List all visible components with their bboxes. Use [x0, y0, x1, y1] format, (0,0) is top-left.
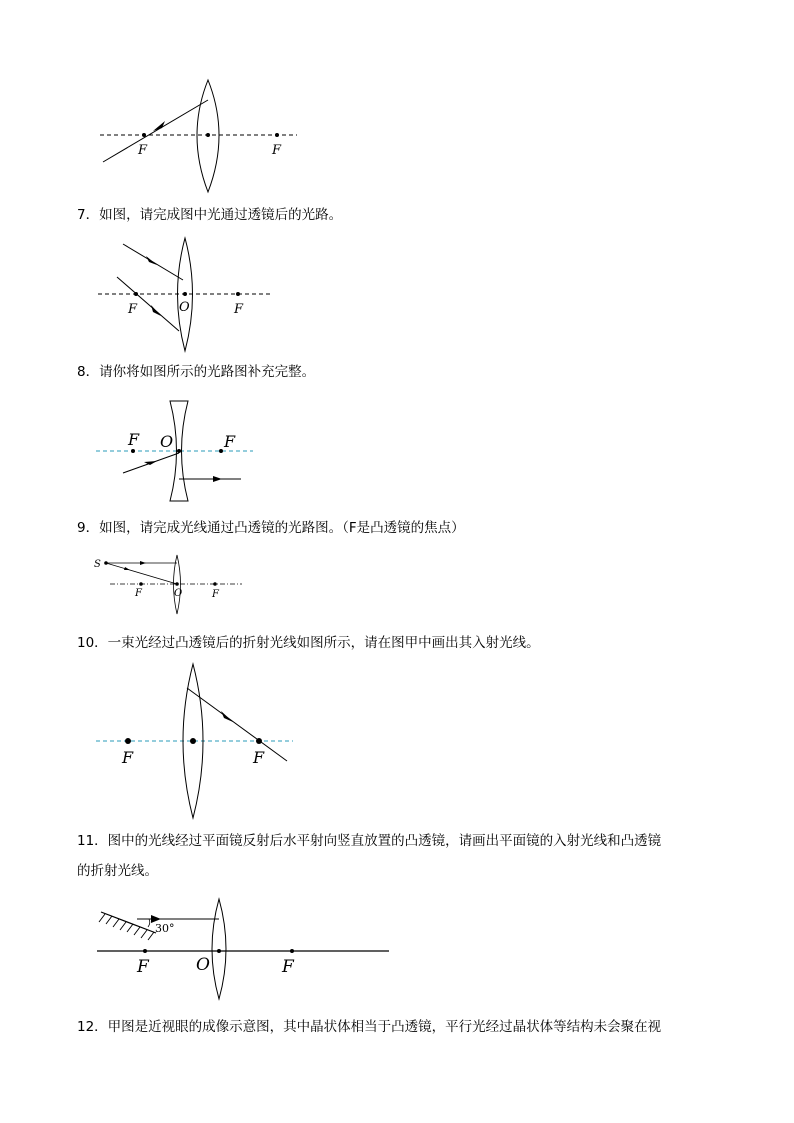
focus-point-right — [275, 133, 279, 137]
focus-point-left — [131, 449, 135, 453]
focus-point-right — [213, 582, 217, 586]
center-point — [206, 133, 210, 137]
figure-convex-lens-top — [95, 75, 305, 200]
center-label: O — [196, 955, 210, 975]
focus-point-left — [134, 292, 138, 296]
figure-question-7 — [95, 236, 275, 356]
optical-center — [177, 449, 181, 453]
center-label: O — [179, 300, 190, 315]
focus-label-left: F — [128, 302, 138, 317]
focus-point-left — [142, 133, 146, 137]
figure-question-8 — [95, 396, 265, 506]
focus-point-right — [236, 292, 240, 296]
ray-arrow-lower — [151, 305, 161, 316]
focus-label-left: F — [122, 748, 134, 767]
angle-label: 30° — [155, 922, 175, 935]
center-label: O — [160, 432, 174, 451]
source-label: S — [94, 559, 101, 570]
optical-center — [217, 949, 221, 953]
incident-ray — [103, 100, 208, 162]
refracted-ray — [187, 688, 287, 761]
question-9: 9．如图，请完成光线通过凸透镜的光路图。（F是凸透镜的焦点） — [77, 520, 465, 536]
focus-label-right: F — [234, 302, 244, 317]
ray-arrow-refracted — [213, 476, 222, 482]
focus-point-left — [143, 949, 147, 953]
focus-label-right: F — [272, 143, 282, 158]
focus-label-right: F — [224, 432, 236, 451]
focus-point-right — [290, 949, 294, 953]
focus-label-right: F — [212, 589, 219, 600]
question-7: 7．如图，请完成图中光通过透镜后的光路。 — [77, 207, 343, 223]
focus-label-right: F — [253, 748, 265, 767]
ray-arrow-top — [140, 561, 146, 565]
source-point — [104, 561, 108, 565]
question-12: 12．甲图是近视眼的成像示意图，其中晶状体相当于凸透镜，平行光经过晶状体等结构未会聚在视 — [77, 1019, 662, 1035]
focus-label-left: F — [135, 588, 142, 599]
focus-point-left — [139, 582, 143, 586]
optical-center — [183, 292, 187, 296]
ray-to-center — [106, 563, 177, 584]
focus-point-left — [125, 738, 131, 744]
figure-question-9 — [90, 550, 250, 620]
focus-label-left: F — [138, 143, 148, 158]
question-11-line-1: 11．图中的光线经过平面镜反射后水平射向竖直放置的凸透镜，请画出平面镜的入射光线和凸透镜 — [77, 833, 662, 849]
question-8: 8．请你将如图所示的光路图补充完整。 — [77, 364, 316, 380]
optical-center — [190, 738, 196, 744]
focus-label-right: F — [282, 957, 294, 977]
optical-center — [175, 582, 179, 586]
center-label: O — [174, 588, 183, 599]
mirror-hatching — [99, 914, 154, 940]
focus-point-right — [256, 738, 262, 744]
ray-arrow-center — [124, 567, 130, 570]
figure-question-10 — [95, 662, 305, 822]
question-10: 10．一束光经过凸透镜后的折射光线如图所示，请在图甲中画出其入射光线。 — [77, 635, 540, 651]
focus-label-left: F — [128, 430, 140, 449]
incident-ray-lower — [117, 277, 179, 331]
figure-question-11 — [95, 895, 395, 1005]
focus-point-right — [219, 449, 223, 453]
question-11-line-2: 的折射光线。 — [77, 863, 158, 879]
focus-label-left: F — [137, 957, 149, 977]
angle-arc — [148, 919, 150, 927]
